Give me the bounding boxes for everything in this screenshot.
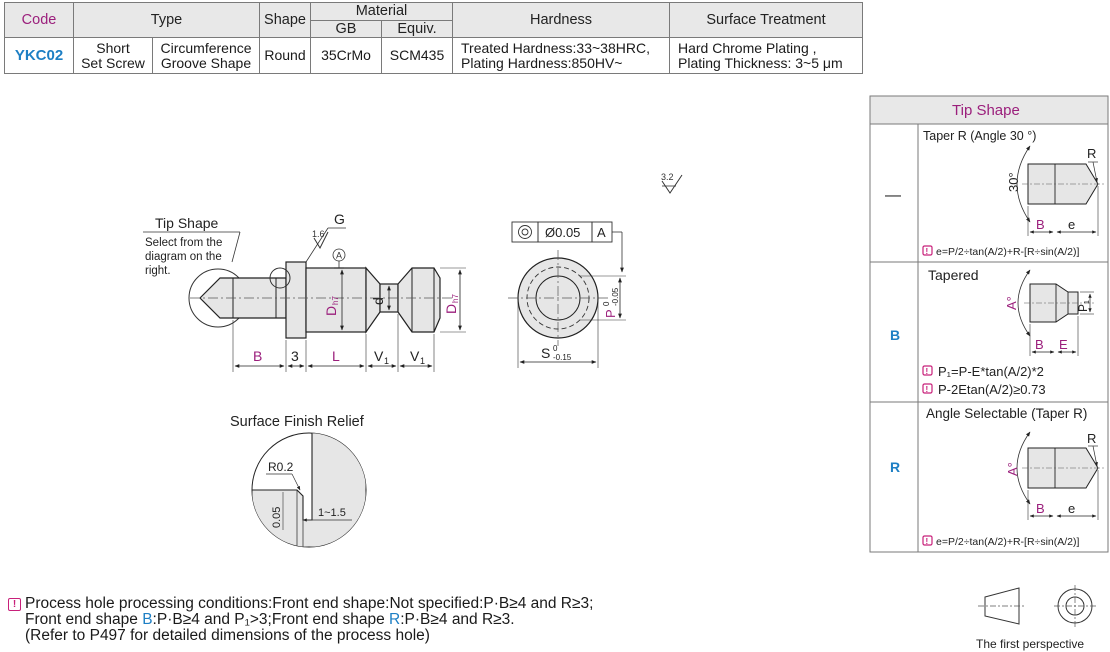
header-code: Code bbox=[5, 3, 74, 38]
dim-l: L bbox=[332, 348, 340, 364]
relief-range: 1~1.5 bbox=[318, 507, 346, 519]
tip-row3-r: R bbox=[1087, 431, 1097, 446]
header-shape: Shape bbox=[260, 3, 311, 38]
header-equiv: Equiv. bbox=[382, 21, 453, 38]
note-line-1 bbox=[8, 596, 593, 612]
note-line-2-c: :P·B≥4 and P₁>3;Front end shape bbox=[152, 611, 390, 628]
tip-row2-p-sub: 1 bbox=[1084, 300, 1091, 304]
tip-shape-callout-title: Tip Shape bbox=[155, 215, 219, 231]
code-value: YKC02 bbox=[5, 38, 74, 74]
first-perspective-symbol bbox=[976, 585, 1096, 651]
tip-row2-e: E bbox=[1059, 337, 1068, 352]
type1-line2: Set Screw bbox=[81, 54, 145, 71]
hardness-line2: Plating Hardness:850HV~ bbox=[461, 54, 623, 71]
dim-p: P bbox=[603, 309, 618, 318]
header-type: Type bbox=[74, 3, 260, 38]
tol-ref: A bbox=[597, 225, 606, 240]
note-line-1-text: Process hole processing conditions:Front end shape:Not specified:P·B≥4 and R≥3; bbox=[25, 595, 594, 612]
tip-row1-b: B bbox=[1036, 217, 1045, 232]
tip-row2-code: B bbox=[890, 327, 901, 343]
tip-row2-title: Tapered bbox=[928, 267, 979, 283]
tip-shape-panel bbox=[870, 96, 1108, 552]
dim-v1-b-sub: 1 bbox=[420, 356, 426, 366]
tip-row1-e: e bbox=[1068, 217, 1076, 232]
dim-d-right-sub: h7 bbox=[451, 294, 460, 303]
note-line-3: (Refer to P497 for detailed dimensions of the process hole) bbox=[25, 627, 430, 644]
tip-row1-title: Taper R (Angle 30 °) bbox=[923, 129, 1037, 143]
tip-row2-formula1: P₁=P-E*tan(A/2)*2 bbox=[938, 364, 1044, 379]
dim-b: B bbox=[253, 348, 263, 364]
hardness-line1: Treated Hardness:33~38HRC, bbox=[461, 39, 650, 56]
tip-row2-formula2: P-2Etan(A/2)≥0.73 bbox=[938, 382, 1046, 397]
label-g: G bbox=[334, 211, 345, 227]
note-line-2-d: R bbox=[389, 611, 401, 628]
relief-r: R0.2 bbox=[268, 460, 294, 474]
note-line-2-e: :P·B≥4 and R≥3. bbox=[400, 611, 515, 628]
dim-3: 3 bbox=[291, 348, 299, 364]
tip-shape-callout bbox=[143, 215, 240, 277]
svg-text:!: ! bbox=[925, 385, 929, 394]
note-line-2-b: B bbox=[142, 611, 153, 628]
surface-line2: Plating Thickness: 3~5 μm bbox=[678, 54, 843, 71]
header-material: Material bbox=[311, 3, 453, 21]
dim-d-body: D bbox=[323, 305, 339, 316]
roughness-3-2-label: 3.2 bbox=[661, 172, 674, 182]
type2-line2: Groove Shape bbox=[160, 54, 252, 71]
surface-finish-relief bbox=[230, 414, 366, 547]
tip-row3-title: Angle Selectable (Taper R) bbox=[926, 406, 1088, 421]
gb-value: 35CrMo bbox=[311, 38, 382, 74]
side-view bbox=[189, 211, 466, 372]
tip-row3-formula: e=P/2÷tan(A/2)+R-[R÷sin(A/2)] bbox=[936, 536, 1080, 548]
tip-row3-b: B bbox=[1036, 501, 1045, 516]
note-line-2 bbox=[8, 612, 593, 628]
tip-row2-b: B bbox=[1035, 337, 1044, 352]
tip-row1-formula: e=P/2÷tan(A/2)+R-[R÷sin(A/2)] bbox=[936, 246, 1080, 258]
svg-text:!: ! bbox=[925, 247, 929, 256]
warning-icon: ! bbox=[8, 598, 21, 611]
end-view bbox=[508, 222, 626, 368]
tip-panel-title: Tip Shape bbox=[952, 102, 1020, 119]
tip-row2-angle: A° bbox=[1004, 296, 1019, 310]
tip-row2-p: P bbox=[1076, 303, 1090, 312]
surface-line1: Hard Chrome Plating , bbox=[678, 39, 817, 56]
first-perspective-label: The first perspective bbox=[976, 637, 1085, 651]
relief-title: Surface Finish Relief bbox=[230, 414, 364, 430]
dim-d-groove: d bbox=[370, 297, 386, 305]
svg-text:!: ! bbox=[925, 537, 929, 546]
tip-shape-desc-2: diagram on the bbox=[145, 251, 222, 263]
label-1-6: 1.6 bbox=[312, 229, 325, 239]
tip-row3-e: e bbox=[1068, 501, 1076, 516]
relief-005: 0.05 bbox=[271, 506, 283, 528]
dim-d-right: D bbox=[443, 303, 459, 314]
dim-v1-b: V bbox=[410, 348, 420, 364]
tip-row1-code: — bbox=[885, 187, 901, 204]
tip-row3-code: R bbox=[890, 459, 901, 475]
note-line-2-a: Front end shape bbox=[25, 611, 143, 628]
header-surface: Surface Treatment bbox=[670, 3, 863, 38]
header-hardness: Hardness bbox=[453, 3, 670, 38]
roughness-symbol-3-2 bbox=[661, 172, 682, 193]
tip-row3-angle: A° bbox=[1005, 462, 1020, 476]
dim-s-sub: -0.15 bbox=[553, 353, 572, 362]
type2-line1: Circumference bbox=[160, 39, 252, 56]
dim-s-sup: 0 bbox=[553, 344, 558, 353]
equiv-value: SCM435 bbox=[382, 38, 453, 74]
shape-value: Round bbox=[260, 38, 311, 74]
dim-p-sup: 0 bbox=[602, 301, 611, 306]
dim-v1-a-sub: 1 bbox=[384, 356, 390, 366]
header-gb: GB bbox=[311, 21, 382, 38]
dim-p-sub: -0.05 bbox=[611, 287, 620, 306]
process-hole-notes bbox=[8, 596, 593, 644]
tip-shape-desc-1: Select from the bbox=[145, 237, 223, 249]
type1-line1: Short bbox=[96, 39, 130, 56]
dim-s: S bbox=[541, 345, 551, 361]
dim-v1-a: V bbox=[374, 348, 384, 364]
tip-row1-r: R bbox=[1087, 146, 1097, 161]
dim-d-body-sub: h7 bbox=[331, 296, 340, 305]
tol-value: Ø0.05 bbox=[545, 225, 581, 240]
svg-text:!: ! bbox=[925, 367, 929, 376]
tip-shape-desc-3: right. bbox=[145, 265, 171, 277]
label-a-circle: A bbox=[336, 250, 343, 261]
tip-row1-angle: 30° bbox=[1006, 172, 1021, 192]
